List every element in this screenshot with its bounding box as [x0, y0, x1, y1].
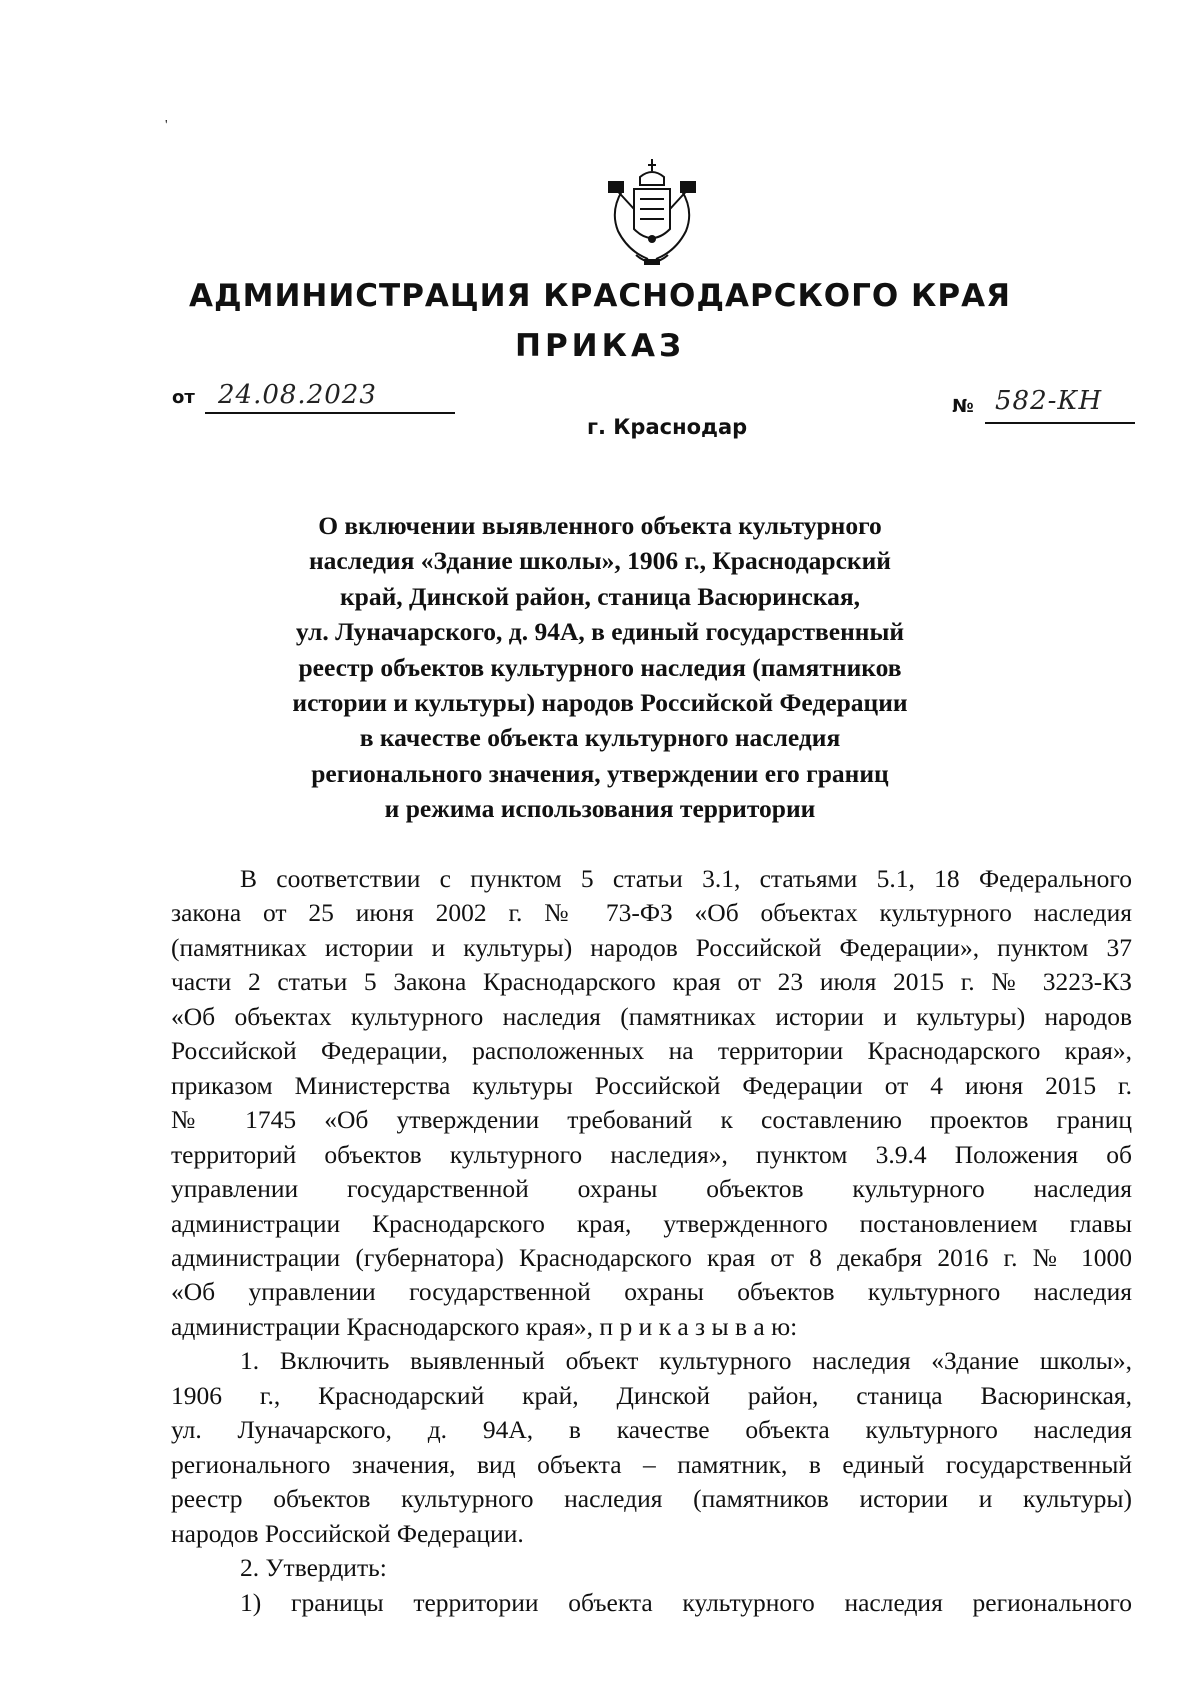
body-line: В соответствии с пунктом 5 статьи 3.1, статьями 5.1, 18 Федерального	[240, 864, 1132, 893]
coat-of-arms-emblem	[604, 155, 700, 273]
title-line: реестр объектов культурного наследия (памятников	[298, 652, 902, 682]
organization-heading: АДМИНИСТРАЦИЯ КРАСНОДАРСКОГО КРАЯ	[189, 278, 1011, 314]
body-line: администрации Краснодарского края, утвержденного постановлением главы	[171, 1208, 1132, 1238]
title-line: наследия «Здание школы», 1906 г., Краснодарский	[308, 546, 891, 576]
title-line: ул. Луначарского, д. 94А, в единый государственный	[295, 617, 905, 647]
body-line: 2. Утвердить:	[240, 1553, 387, 1583]
document-type-heading: ПРИКАЗ	[515, 328, 685, 364]
body-line: «Об управлении государственной охраны объектов культурного наследия	[171, 1277, 1132, 1307]
title-line: О включении выявленного объекта культурного	[318, 511, 882, 540]
order-body	[171, 862, 1132, 1620]
body-line: (памятниках истории и культуры) народов Российской Федерации», пунктом 37	[171, 932, 1132, 962]
number-handwritten: 582-КН	[995, 386, 1103, 416]
body-line: народов Российской Федерации.	[171, 1518, 524, 1548]
order-title	[250, 508, 950, 827]
date-prefix: от	[172, 387, 195, 408]
body-line: регионального значения, вид объекта – памятник, в единый государственный	[171, 1449, 1132, 1479]
body-line: № 1745 «Об утверждении требований к составлению проектов границ	[171, 1105, 1132, 1135]
title-line: истории и культуры) народов Российской Федерации	[292, 688, 908, 718]
number-prefix: №	[952, 396, 974, 417]
body-line: ул. Луначарского, д. 94А, в качестве объекта культурного наследия	[171, 1415, 1132, 1445]
body-line: реестр объектов культурного наследия (памятников истории и культуры)	[171, 1484, 1132, 1514]
number-underline	[985, 422, 1135, 424]
body-line: приказом Министерства культуры Российской Федерации от 4 июня 2015 г.	[171, 1070, 1132, 1100]
title-line: регионального значения, утверждении его границ	[311, 758, 889, 788]
title-line: край, Динской район, станица Васюринская,	[339, 581, 861, 611]
date-underline	[205, 412, 455, 414]
body-line: «Об объектах культурного наследия (памятниках истории и культуры) народов	[171, 1001, 1132, 1031]
title-line: и режима использования территории	[384, 794, 816, 824]
body-line: части 2 статьи 5 Закона Краснодарского края от 23 июля 2015 г. № 3223-КЗ	[171, 967, 1132, 997]
body-line: 1. Включить выявленный объект культурного наследия «Здание школы»,	[240, 1346, 1132, 1376]
date-handwritten: 24.08.2023	[218, 380, 377, 410]
body-line: управлении государственной охраны объектов культурного наследия	[171, 1174, 1132, 1204]
body-line: администрации Краснодарского края», п р и к а з ы в а ю:	[171, 1311, 798, 1341]
body-line: Российской Федерации, расположенных на территории Краснодарского края»,	[171, 1036, 1132, 1066]
city-label: г. Краснодар	[587, 415, 748, 439]
corner-mark: '	[165, 118, 168, 133]
body-line: закона от 25 июня 2002 г. № 73-ФЗ «Об объектах культурного наследия	[171, 898, 1132, 928]
body-line: администрации (губернатора) Краснодарского края от 8 декабря 2016 г. № 1000	[171, 1242, 1132, 1272]
title-line: в качестве объекта культурного наследия	[359, 723, 841, 753]
body-line: 1906 г., Краснодарский край, Динской район, станица Васюринская,	[171, 1380, 1132, 1410]
body-line: 1) границы территории объекта культурного наследия регионального	[240, 1587, 1132, 1617]
body-line: территорий объектов культурного наследия», пунктом 3.9.4 Положения об	[171, 1139, 1132, 1169]
